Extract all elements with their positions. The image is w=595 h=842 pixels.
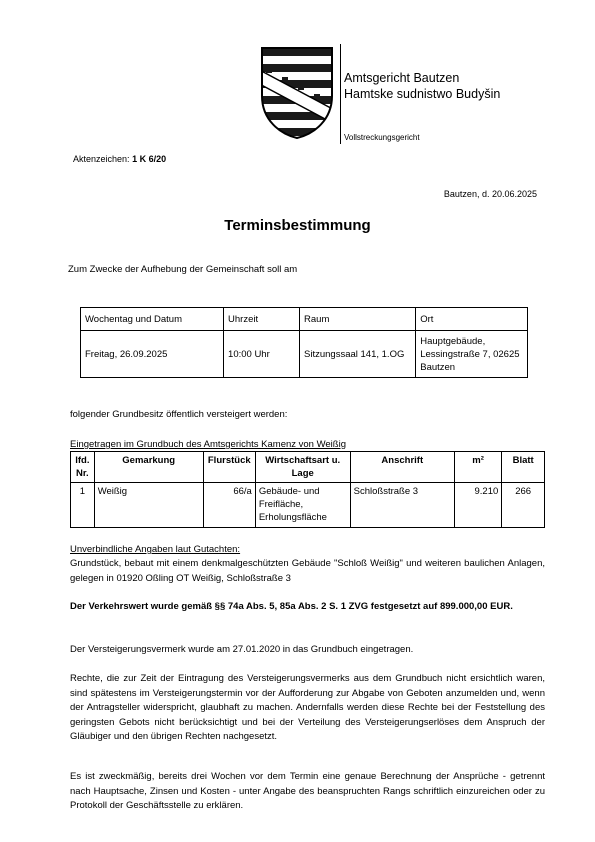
table-header-cell: Blatt	[502, 452, 545, 483]
unverbindlich-text: Grundstück, bebaut mit einem denkmalgeschützten Gebäude "Schloß Weißig" und weiteren baulichen Anlagen, gelegen in 01920 Oßling OT Weißig, Schloßstraße 3	[70, 558, 545, 584]
table-header-cell: Flurstück	[203, 452, 255, 483]
court-name-sorbian: Hamtske sudnistwo Budyšin	[344, 87, 501, 101]
document-title: Terminsbestimmung	[224, 217, 371, 234]
versteigert-text: folgender Grundbesitz öffentlich versteigert werden:	[70, 409, 288, 420]
table-header-cell: Uhrzeit	[224, 308, 300, 331]
table-header-cell: Wirtschaftsart u. Lage	[255, 452, 350, 483]
saxony-coat-of-arms-icon	[258, 44, 336, 140]
grundbuch-heading: Eingetragen im Grundbuch des Amtsgerichts Kamenz von Weißig	[70, 439, 346, 450]
header-divider	[340, 44, 341, 144]
zweckmaessig-text: Es ist zweckmäßig, bereits drei Wochen vor dem Termin eine genaue Berechnung der Ansprüche - getrennt nach Hauptsache, Zinsen und Kosten - unter Angabe des beanspruchten Rangs schriftlich einzureichen oder zu Protokoll der Geschäftsstelle zu erklären.	[70, 771, 545, 811]
table-header-cell: m²	[454, 452, 501, 483]
table-cell: Hauptgebäude, Lessingstraße 7, 02625 Bautzen	[416, 331, 528, 378]
table-header-cell: Raum	[300, 308, 416, 331]
vermerk-text: Der Versteigerungsvermerk wurde am 27.01.2020 in das Grundbuch eingetragen.	[70, 644, 414, 655]
table-cell: 66/a	[203, 483, 255, 528]
rechte-text: Rechte, die zur Zeit der Eintragung des Versteigerungsvermerks aus dem Grundbuch nicht ersichtlich waren, sind spätestens im Versteigerungstermin vor der Aufforderung zur Abgabe von Geboten anzumelden und, wenn der Antragsteller widerspricht, glaubhaft zu machen. Andernfalls werden diese Rechte bei der Feststellung des geringsten Gebots nicht berücksichtigt und bei der Verteilung des Versteigerungserlöses dem Anspruch der Gläubiger und den übrigen Rechten nachgesetzt.	[70, 673, 545, 742]
table-header-cell: Anschrift	[350, 452, 454, 483]
aktenzeichen-label: Aktenzeichen:	[73, 154, 130, 164]
court-name	[344, 70, 500, 102]
verkehrswert-text: Der Verkehrswert wurde gemäß §§ 74a Abs. 5, 85a Abs. 2 S. 1 ZVG festgesetzt auf 899.000,00 EUR.	[70, 601, 513, 612]
aktenzeichen-value: 1 K 6/20	[132, 154, 167, 164]
termin-table	[80, 307, 528, 378]
court-name-german: Amtsgericht Bautzen	[344, 71, 460, 85]
table-cell: Gebäude- und Freifläche, Erholungsfläche	[255, 483, 350, 528]
table-row	[81, 331, 528, 378]
table-header-cell: Gemarkung	[94, 452, 203, 483]
intro-text: Zum Zwecke der Aufhebung der Gemeinschaft soll am	[68, 264, 298, 275]
table-header-cell: Wochentag und Datum	[81, 308, 224, 331]
aktenzeichen	[73, 154, 166, 164]
table-cell: 9.210	[454, 483, 501, 528]
termin-table-header	[81, 308, 528, 331]
table-cell: Weißig	[94, 483, 203, 528]
table-cell: Freitag, 26.09.2025	[81, 331, 224, 378]
table-cell: 266	[502, 483, 545, 528]
grundbesitz-table	[70, 451, 545, 528]
table-cell: 1	[71, 483, 95, 528]
court-type: Vollstreckungsgericht	[344, 133, 420, 142]
document-date: Bautzen, d. 20.06.2025	[443, 189, 537, 199]
table-header-cell: lfd. Nr.	[71, 452, 95, 483]
table-row	[71, 483, 545, 528]
table-cell: Sitzungssaal 141, 1.OG	[300, 331, 416, 378]
unverbindlich-heading: Unverbindliche Angaben laut Gutachten:	[70, 544, 241, 555]
grundbesitz-table-header	[71, 452, 545, 483]
table-cell: Schloßstraße 3	[350, 483, 454, 528]
table-cell: 10:00 Uhr	[224, 331, 300, 378]
table-header-cell: Ort	[416, 308, 528, 331]
